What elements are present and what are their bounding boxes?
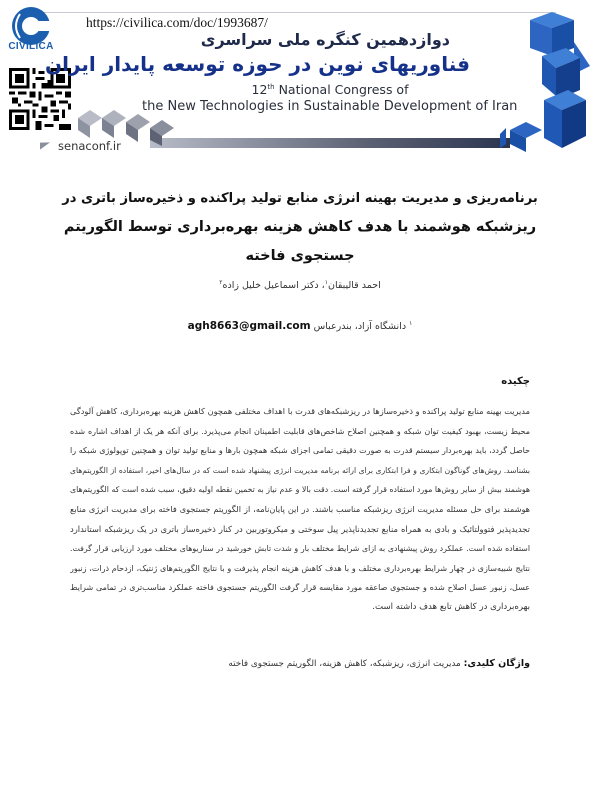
abstract-line: بشناسد. روش‌های گوناگون ابتکاری و فرا ابتکاری برای ارائه برنامه مدیریت انرژی پیشنهاد شده است که در سال‌های اخیر، استفاده از الگوریتم‌های bbox=[70, 465, 530, 475]
authors-line bbox=[150, 279, 450, 291]
abstract-line: حاصل گردد، باید بهره‌بردار سیستم قدرت به صورت دقیقی تمامی اجزای شبکه همچون بارها و منابع تولید توان و همچنین توپولوژی شبکه را bbox=[70, 446, 530, 456]
conference-title-en-line1 bbox=[240, 82, 420, 97]
abstract-line: هوشمند بیش از سایر روش‌ها مورد استفاده قرار گرفته است. دقت بالا و عدم نیاز به تخمین نقطه اولیه دقیق، سبب شده است که الگوریتم‌های bbox=[70, 485, 530, 495]
affiliation-line bbox=[150, 320, 450, 332]
author-name: احمد قالیبقان bbox=[327, 280, 381, 292]
conference-website[interactable]: senaconf.ir bbox=[58, 139, 121, 153]
author-affiliation-mark: ۲ bbox=[219, 279, 223, 286]
affiliation-mark: ۱ bbox=[409, 320, 413, 327]
paper-title-line: جستجوی فاخته bbox=[245, 248, 355, 264]
paper-title bbox=[60, 184, 540, 271]
congress-title-rest: National Congress of bbox=[274, 82, 409, 97]
abstract-line: نتایج شبیه‌سازی در چهار شرایط بهره‌برداری مختلف و با هدف کاهش هزینه انجام پذیرفت و با نتایج الگوریتم‌های ژنتیک، ازدحام ذرات، زنبور bbox=[70, 563, 530, 573]
paper-title-line: ریزشبکه هوشمند با هدف کاهش هزینه بهره‌برداری توسط الگوریتم bbox=[63, 219, 537, 235]
abstract-line: محیط زیست، بهبود کیفیت توان شبکه و همچنین اصلاح شاخص‌های قابلیت اطمینان انجام می‌پذیرد. برای آنکه هر یک از اهداف اشاره شده bbox=[70, 426, 530, 436]
document-url[interactable]: https://civilica.com/doc/1993687/ bbox=[86, 15, 268, 30]
affiliation-text-wrapper bbox=[314, 321, 413, 332]
abstract-line: تجدیدپذیر فتوولتائیک و بادی به همراه منابع تجدیدناپذیر پیل سوختی و میکروتوربین در کنار ذخیره‌ساز باتری در یک ریزشبکه استاندارد bbox=[70, 523, 530, 534]
affiliation-text: دانشگاه آزاد، بندرعباس bbox=[313, 321, 407, 333]
conference-title-fa-line2: فناوریهای نوین در حوزه توسعه پایدار ایران bbox=[45, 52, 470, 76]
paper-title-line: برنامه‌ریزی و مدیریت بهینه انرژی منابع تولید پراکنده و ذخیره‌ساز باتری در bbox=[62, 191, 538, 206]
keywords-label: واژگان کلیدی: bbox=[463, 658, 530, 669]
abstract-body bbox=[70, 402, 530, 618]
conference-title-en-line2: the New Technologies in Sustainable Development of Iran bbox=[142, 99, 518, 114]
author-separator: ، bbox=[318, 280, 325, 292]
keywords-line bbox=[228, 658, 530, 669]
qr-code-icon bbox=[8, 68, 72, 130]
abstract-line: مدیریت بهینه منابع تولید پراکنده و ذخیره‌سازها در ریزشبکه‌های قدرت با اهداف مختلفی همچون کاهش هزینه بهره‌برداری، کاهش آلودگی bbox=[70, 406, 530, 416]
congress-ordinal-suffix: th bbox=[267, 82, 275, 91]
author-affiliation-mark: ۱ bbox=[324, 279, 328, 286]
abstract-line: بهره‌برداری در کاهش تابع هدف داشته است. bbox=[372, 601, 530, 612]
abstract-line: عسل، زنبور عسل اصلاح شده و جستجوی صاعقه مورد مقایسه قرار گرفت الگوریتم جستجوی فاخته عملکرد مناسب‌تری در تمامی شرایط bbox=[70, 583, 530, 593]
abstract-line: هوشمند برای حل مسئله مدیریت انرژی ریزشبکه مناسب باشند. در این پایان‌نامه، از الگوریتم جستجوی فاخته برای مدیریت انرژی منابع bbox=[70, 503, 530, 514]
conference-banner bbox=[0, 0, 600, 160]
author-email[interactable]: agh8663@gmail.com bbox=[187, 320, 311, 333]
author-name: دکتر اسماعیل خلیل زاده bbox=[222, 280, 319, 292]
arrow-icon bbox=[40, 139, 50, 149]
conference-title-fa-line1: دوازدهمین کنگره ملی سراسری bbox=[200, 30, 450, 49]
congress-number: 12 bbox=[251, 82, 268, 97]
abstract-line: استفاده شده است. عملکرد روش پیشنهادی به ازای شرایط مختلف بار و شدت تابش خورشید در سناریوهای مختلف مورد ارزیابی قرار گرفت. bbox=[70, 544, 530, 554]
abstract-heading: چکیده bbox=[501, 376, 530, 387]
keywords-text: مدیریت انرژی، ریزشبکه، کاهش هزینه، الگوریتم جستجوی فاخته bbox=[228, 659, 464, 669]
cubes-decoration-right bbox=[470, 12, 590, 152]
banner-divider-bar bbox=[150, 138, 510, 148]
civilica-logo-text: CIVILICA bbox=[8, 41, 54, 52]
